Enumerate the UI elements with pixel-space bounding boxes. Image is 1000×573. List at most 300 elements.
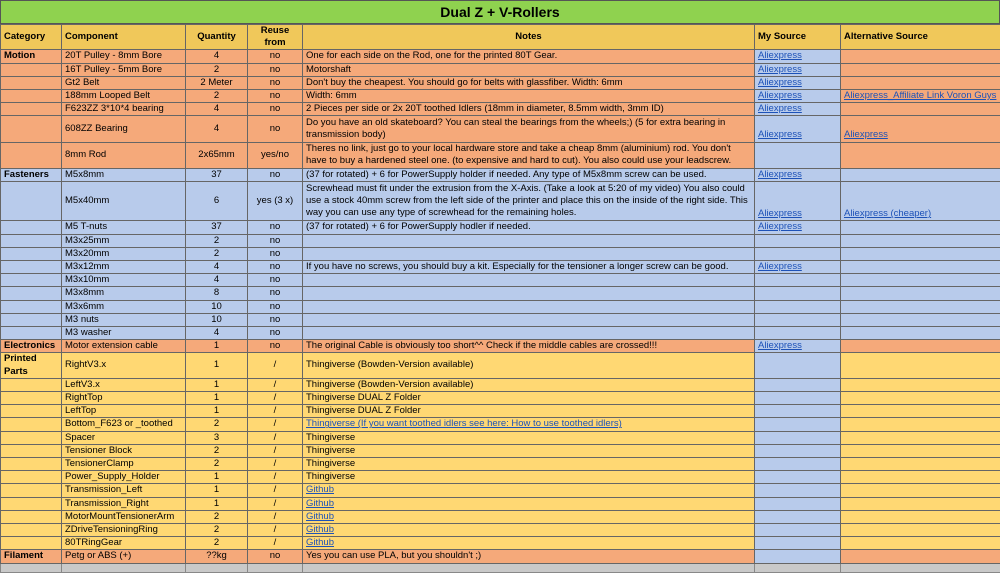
sheet-title: Dual Z + V-Rollers bbox=[0, 0, 1000, 24]
table-row bbox=[1, 378, 1000, 391]
cell-reuse[interactable]: yes/no bbox=[248, 142, 303, 168]
cell-my-source-link[interactable]: Aliexpress bbox=[758, 50, 802, 61]
cell-alt-source[interactable] bbox=[841, 142, 1000, 168]
cell-reuse[interactable]: no bbox=[248, 550, 303, 563]
cell-alt-source[interactable] bbox=[841, 300, 1000, 313]
cell-category[interactable] bbox=[1, 182, 62, 221]
cell-my-source[interactable] bbox=[755, 340, 841, 353]
header-component[interactable]: Component bbox=[62, 25, 186, 50]
cell-notes-link[interactable]: Github bbox=[306, 498, 334, 509]
table-row bbox=[1, 76, 1000, 89]
table-row bbox=[1, 444, 1000, 457]
footer-row bbox=[1, 563, 1000, 572]
cell-reuse[interactable]: no bbox=[248, 260, 303, 273]
table-row bbox=[1, 391, 1000, 404]
cell-reuse[interactable]: / bbox=[248, 510, 303, 523]
cell-reuse[interactable]: no bbox=[248, 300, 303, 313]
cell-my-source[interactable] bbox=[755, 418, 841, 431]
cell-notes[interactable] bbox=[303, 247, 755, 260]
cell-my-source[interactable] bbox=[755, 300, 841, 313]
cell-category[interactable] bbox=[1, 221, 62, 234]
cell-notes-link[interactable]: Github bbox=[306, 524, 334, 535]
cell-my-source-link[interactable]: Aliexpress bbox=[758, 221, 802, 232]
cell-my-source[interactable] bbox=[755, 168, 841, 181]
cell-my-source[interactable] bbox=[755, 405, 841, 418]
cell-category[interactable] bbox=[1, 444, 62, 457]
cell-component[interactable]: 20T Pulley - 8mm Bore bbox=[62, 50, 186, 63]
cell-notes[interactable] bbox=[303, 300, 755, 313]
cell-reuse[interactable]: / bbox=[248, 484, 303, 497]
cell-category[interactable] bbox=[1, 116, 62, 142]
cell-component[interactable]: Bottom_F623 or _toothed bbox=[62, 418, 186, 431]
cell-alt-source[interactable] bbox=[841, 63, 1000, 76]
table-row bbox=[1, 471, 1000, 484]
cell-component[interactable]: M5x8mm bbox=[62, 168, 186, 181]
cell-component[interactable]: 188mm Looped Belt bbox=[62, 90, 186, 103]
cell-reuse[interactable]: / bbox=[248, 471, 303, 484]
cell-quantity[interactable]: 1 bbox=[186, 471, 248, 484]
cell-alt-source[interactable] bbox=[841, 103, 1000, 116]
cell-reuse[interactable]: / bbox=[248, 497, 303, 510]
cell-component[interactable]: RightTop bbox=[62, 391, 186, 404]
cell-my-source[interactable] bbox=[755, 497, 841, 510]
cell-quantity[interactable]: 2 bbox=[186, 537, 248, 550]
table-row bbox=[1, 523, 1000, 536]
cell-reuse[interactable]: no bbox=[248, 103, 303, 116]
cell-alt-source[interactable] bbox=[841, 405, 1000, 418]
cell-quantity[interactable]: 6 bbox=[186, 182, 248, 221]
cell-alt-source[interactable] bbox=[841, 378, 1000, 391]
cell-notes[interactable] bbox=[303, 287, 755, 300]
cell-notes[interactable] bbox=[303, 510, 755, 523]
cell-category[interactable] bbox=[1, 260, 62, 273]
cell-reuse[interactable]: / bbox=[248, 523, 303, 536]
table-row bbox=[1, 182, 1000, 221]
cell-quantity[interactable]: 1 bbox=[186, 497, 248, 510]
cell-notes[interactable] bbox=[303, 313, 755, 326]
cell-reuse[interactable]: no bbox=[248, 221, 303, 234]
cell-my-source[interactable] bbox=[755, 378, 841, 391]
cell-notes[interactable] bbox=[303, 497, 755, 510]
cell-category[interactable] bbox=[1, 63, 62, 76]
table-row bbox=[1, 260, 1000, 273]
cell-quantity[interactable]: 37 bbox=[186, 221, 248, 234]
cell-quantity[interactable]: 2 bbox=[186, 418, 248, 431]
cell-my-source-link[interactable]: Aliexpress bbox=[758, 64, 802, 75]
cell-reuse[interactable]: / bbox=[248, 405, 303, 418]
cell-alt-source-link[interactable]: Aliexpress_Affiliate Link Voron Guys bbox=[844, 90, 996, 101]
cell-alt-source[interactable] bbox=[841, 90, 1000, 103]
cell-my-source-link[interactable]: Aliexpress bbox=[758, 90, 802, 101]
cell-category[interactable] bbox=[1, 510, 62, 523]
cell-category[interactable] bbox=[1, 431, 62, 444]
cell-quantity[interactable]: 4 bbox=[186, 326, 248, 339]
cell-quantity[interactable]: ??kg bbox=[186, 550, 248, 563]
cell-quantity[interactable]: 4 bbox=[186, 260, 248, 273]
parts-table bbox=[0, 24, 1000, 573]
cell-alt-source[interactable] bbox=[841, 168, 1000, 181]
cell-alt-source[interactable] bbox=[841, 340, 1000, 353]
cell-notes[interactable]: One for each side on the Rod, one for the printed 80T Gear. bbox=[303, 50, 755, 63]
cell-my-source[interactable] bbox=[755, 326, 841, 339]
cell-quantity[interactable]: 4 bbox=[186, 274, 248, 287]
cell-my-source[interactable] bbox=[755, 76, 841, 89]
cell-reuse[interactable]: / bbox=[248, 391, 303, 404]
cell-reuse[interactable]: / bbox=[248, 418, 303, 431]
cell-category[interactable] bbox=[1, 471, 62, 484]
cell-category[interactable] bbox=[1, 274, 62, 287]
cell-reuse[interactable]: / bbox=[248, 457, 303, 470]
table-row bbox=[1, 142, 1000, 168]
cell-alt-source[interactable] bbox=[841, 444, 1000, 457]
cell-quantity[interactable]: 1 bbox=[186, 353, 248, 378]
cell-component[interactable]: TensionerClamp bbox=[62, 457, 186, 470]
cell-reuse[interactable]: no bbox=[248, 116, 303, 142]
cell-notes[interactable]: Thingiverse DUAL Z Folder bbox=[303, 405, 755, 418]
cell-component[interactable]: 16T Pulley - 5mm Bore bbox=[62, 63, 186, 76]
cell-my-source[interactable] bbox=[755, 182, 841, 221]
cell-category[interactable] bbox=[1, 247, 62, 260]
cell-alt-source[interactable] bbox=[841, 431, 1000, 444]
cell-my-source[interactable] bbox=[755, 537, 841, 550]
cell-quantity[interactable]: 2 bbox=[186, 457, 248, 470]
header-reuse[interactable]: Reuse from bbox=[248, 25, 303, 50]
header-row bbox=[1, 25, 1000, 50]
cell-reuse[interactable]: / bbox=[248, 537, 303, 550]
cell-quantity[interactable]: 2 bbox=[186, 523, 248, 536]
cell-category[interactable] bbox=[1, 418, 62, 431]
cell-component[interactable]: M3x12mm bbox=[62, 260, 186, 273]
cell-reuse[interactable]: / bbox=[248, 378, 303, 391]
table-row bbox=[1, 537, 1000, 550]
table-row bbox=[1, 103, 1000, 116]
table-row bbox=[1, 247, 1000, 260]
cell-component[interactable]: Motor extension cable bbox=[62, 340, 186, 353]
table-row bbox=[1, 497, 1000, 510]
cell-notes[interactable]: Thingiverse DUAL Z Folder bbox=[303, 391, 755, 404]
cell-component[interactable]: RightV3.x bbox=[62, 353, 186, 378]
cell-category[interactable] bbox=[1, 142, 62, 168]
cell-component[interactable]: ZDriveTensioningRing bbox=[62, 523, 186, 536]
cell-quantity[interactable]: 4 bbox=[186, 116, 248, 142]
cell-category[interactable] bbox=[1, 103, 62, 116]
cell-category[interactable] bbox=[1, 537, 62, 550]
cell-quantity[interactable]: 2 bbox=[186, 90, 248, 103]
cell-reuse[interactable]: no bbox=[248, 234, 303, 247]
cell-notes[interactable] bbox=[303, 274, 755, 287]
cell-component[interactable]: Gt2 Belt bbox=[62, 76, 186, 89]
cell-notes[interactable]: Yes you can use PLA, but you shouldn't ;) bbox=[303, 550, 755, 563]
cell-component[interactable]: 80TRingGear bbox=[62, 537, 186, 550]
cell-category[interactable] bbox=[1, 287, 62, 300]
cell-reuse[interactable]: no bbox=[248, 247, 303, 260]
cell-component[interactable]: 608ZZ Bearing bbox=[62, 116, 186, 142]
cell-my-source-link[interactable]: Aliexpress bbox=[758, 103, 802, 114]
cell-quantity[interactable]: 1 bbox=[186, 484, 248, 497]
cell-my-source-link[interactable]: Aliexpress bbox=[758, 129, 802, 140]
cell-component[interactable]: F623ZZ 3*10*4 bearing bbox=[62, 103, 186, 116]
cell-quantity[interactable]: 2x65mm bbox=[186, 142, 248, 168]
cell-component[interactable]: MotorMountTensionerArm bbox=[62, 510, 186, 523]
table-row bbox=[1, 168, 1000, 181]
cell-my-source[interactable] bbox=[755, 234, 841, 247]
cell-alt-source-link[interactable]: Aliexpress (cheaper) bbox=[844, 208, 931, 219]
cell-notes[interactable] bbox=[303, 484, 755, 497]
cell-component[interactable]: Spacer bbox=[62, 431, 186, 444]
cell-alt-source-link[interactable]: Aliexpress bbox=[844, 129, 888, 140]
cell-my-source-link[interactable]: Aliexpress bbox=[758, 77, 802, 88]
cell-notes-link[interactable]: Github bbox=[306, 484, 334, 495]
cell-reuse[interactable]: / bbox=[248, 353, 303, 378]
cell-alt-source[interactable] bbox=[841, 497, 1000, 510]
cell-reuse[interactable]: no bbox=[248, 63, 303, 76]
header-notes[interactable]: Notes bbox=[303, 25, 755, 50]
cell-my-source-link[interactable]: Aliexpress bbox=[758, 340, 802, 351]
cell-quantity[interactable]: 1 bbox=[186, 378, 248, 391]
cell-notes[interactable]: If you have no screws, you should buy a kit. Especially for the tensioner a longer screw can be good. bbox=[303, 260, 755, 273]
cell-alt-source[interactable] bbox=[841, 76, 1000, 89]
cell-quantity[interactable]: 10 bbox=[186, 313, 248, 326]
cell-alt-source[interactable] bbox=[841, 484, 1000, 497]
cell-my-source-link[interactable]: Aliexpress bbox=[758, 169, 802, 180]
cell-notes-link[interactable]: Github bbox=[306, 537, 334, 548]
cell-my-source-link[interactable]: Aliexpress bbox=[758, 261, 802, 272]
cell-quantity[interactable]: 2 bbox=[186, 444, 248, 457]
cell-notes[interactable]: (37 for rotated) + 6 for PowerSupply holder if needed. Any type of M5x8mm screw can be used. bbox=[303, 168, 755, 181]
cell-component[interactable]: LeftTop bbox=[62, 405, 186, 418]
cell-category[interactable] bbox=[1, 391, 62, 404]
cell-notes[interactable]: Theres no link, just go to your local hardware store and take a cheap 8mm (aluminium) rod. You don't have to buy a hardened steel one. (to expensive and hard to cut). You also could use your leadscrew. bbox=[303, 142, 755, 168]
cell-component[interactable]: 8mm Rod bbox=[62, 142, 186, 168]
cell-reuse[interactable]: no bbox=[248, 274, 303, 287]
cell-category[interactable] bbox=[1, 300, 62, 313]
cell-quantity[interactable]: 10 bbox=[186, 300, 248, 313]
cell-alt-source[interactable] bbox=[841, 274, 1000, 287]
cell-alt-source[interactable] bbox=[841, 260, 1000, 273]
cell-notes[interactable]: Thingiverse bbox=[303, 471, 755, 484]
cell-component[interactable]: M3x8mm bbox=[62, 287, 186, 300]
cell-reuse[interactable]: no bbox=[248, 90, 303, 103]
cell-notes[interactable] bbox=[303, 234, 755, 247]
header-category[interactable]: Category bbox=[1, 25, 62, 50]
cell-alt-source[interactable] bbox=[841, 116, 1000, 142]
cell-component[interactable]: M3 nuts bbox=[62, 313, 186, 326]
cell-category[interactable]: Filament bbox=[1, 550, 62, 563]
cell-component[interactable]: Transmission_Right bbox=[62, 497, 186, 510]
cell-reuse[interactable]: no bbox=[248, 50, 303, 63]
cell-my-source[interactable] bbox=[755, 484, 841, 497]
cell-alt-source[interactable] bbox=[841, 457, 1000, 470]
header-alt-source[interactable]: Alternative Source bbox=[841, 25, 1000, 50]
cell-category[interactable]: Electronics bbox=[1, 340, 62, 353]
cell-reuse[interactable]: no bbox=[248, 287, 303, 300]
cell-my-source[interactable] bbox=[755, 142, 841, 168]
cell-alt-source[interactable] bbox=[841, 287, 1000, 300]
table-row bbox=[1, 326, 1000, 339]
cell-category[interactable] bbox=[1, 313, 62, 326]
cell-notes[interactable]: 2 Pieces per side or 2x 20T toothed Idlers (18mm in diameter, 8.5mm width, 3mm ID) bbox=[303, 103, 755, 116]
cell-my-source[interactable] bbox=[755, 444, 841, 457]
cell-component[interactable]: M3x6mm bbox=[62, 300, 186, 313]
cell-alt-source[interactable] bbox=[841, 353, 1000, 378]
cell-alt-source[interactable] bbox=[841, 391, 1000, 404]
table-row bbox=[1, 116, 1000, 142]
cell-notes[interactable]: Do you have an old skateboard? You can steal the bearings from the wheels;) (5 for extra bearing in transmission body) bbox=[303, 116, 755, 142]
cell-notes[interactable]: Thingiverse (Bowden-Version available) bbox=[303, 378, 755, 391]
table-row bbox=[1, 221, 1000, 234]
table-row bbox=[1, 90, 1000, 103]
cell-notes-link[interactable]: Thingiverse (If you want toothed idlers see here: How to use toothed idlers) bbox=[306, 418, 622, 429]
cell-alt-source[interactable] bbox=[841, 234, 1000, 247]
cell-alt-source[interactable] bbox=[841, 510, 1000, 523]
cell-category[interactable] bbox=[1, 234, 62, 247]
cell-my-source[interactable] bbox=[755, 471, 841, 484]
cell-component[interactable]: M3 washer bbox=[62, 326, 186, 339]
cell-category[interactable]: Fasteners bbox=[1, 168, 62, 181]
cell-my-source[interactable] bbox=[755, 550, 841, 563]
cell-my-source[interactable] bbox=[755, 221, 841, 234]
cell-quantity[interactable]: 1 bbox=[186, 405, 248, 418]
cell-notes[interactable]: (37 for rotated) + 6 for PowerSupply hodler if needed. bbox=[303, 221, 755, 234]
cell-component[interactable]: LeftV3.x bbox=[62, 378, 186, 391]
cell-my-source[interactable] bbox=[755, 90, 841, 103]
cell-notes[interactable]: Thingiverse bbox=[303, 431, 755, 444]
cell-component[interactable]: M5 T-nuts bbox=[62, 221, 186, 234]
cell-component[interactable]: Transmission_Left bbox=[62, 484, 186, 497]
cell-notes[interactable]: Motorshaft bbox=[303, 63, 755, 76]
cell-component[interactable]: M5x40mm bbox=[62, 182, 186, 221]
cell-notes[interactable] bbox=[303, 418, 755, 431]
cell-alt-source[interactable] bbox=[841, 471, 1000, 484]
cell-quantity[interactable]: 2 bbox=[186, 247, 248, 260]
table-row bbox=[1, 550, 1000, 563]
cell-my-source[interactable] bbox=[755, 510, 841, 523]
cell-category[interactable] bbox=[1, 484, 62, 497]
cell-reuse[interactable]: / bbox=[248, 431, 303, 444]
table-row bbox=[1, 287, 1000, 300]
cell-my-source[interactable] bbox=[755, 260, 841, 273]
table-row bbox=[1, 340, 1000, 353]
cell-category[interactable] bbox=[1, 90, 62, 103]
cell-alt-source[interactable] bbox=[841, 247, 1000, 260]
cell-my-source[interactable] bbox=[755, 116, 841, 142]
table-row bbox=[1, 405, 1000, 418]
cell-component[interactable]: M3x20mm bbox=[62, 247, 186, 260]
cell-category[interactable] bbox=[1, 326, 62, 339]
cell-reuse[interactable]: no bbox=[248, 76, 303, 89]
table-row bbox=[1, 431, 1000, 444]
cell-alt-source[interactable] bbox=[841, 221, 1000, 234]
cell-notes[interactable]: Thingiverse bbox=[303, 444, 755, 457]
cell-quantity[interactable]: 2 Meter bbox=[186, 76, 248, 89]
cell-notes[interactable]: Width: 6mm bbox=[303, 90, 755, 103]
cell-reuse[interactable]: no bbox=[248, 168, 303, 181]
cell-quantity[interactable]: 2 bbox=[186, 234, 248, 247]
cell-my-source[interactable] bbox=[755, 313, 841, 326]
cell-my-source[interactable] bbox=[755, 247, 841, 260]
cell-my-source[interactable] bbox=[755, 353, 841, 378]
table-row bbox=[1, 50, 1000, 63]
cell-category[interactable]: Motion bbox=[1, 50, 62, 63]
cell-my-source[interactable] bbox=[755, 523, 841, 536]
cell-notes[interactable]: Screwhead must fit under the extrusion from the X-Axis. (Take a look at 5:20 of my video) You also could use a stock 40mm screw from the left side of the printer and place this on the inside of the right side. This way you can use any type of screwhead for the remaining holes. bbox=[303, 182, 755, 221]
cell-quantity[interactable]: 8 bbox=[186, 287, 248, 300]
cell-alt-source[interactable] bbox=[841, 182, 1000, 221]
cell-alt-source[interactable] bbox=[841, 50, 1000, 63]
cell-category[interactable] bbox=[1, 76, 62, 89]
cell-component[interactable]: Petg or ABS (+) bbox=[62, 550, 186, 563]
cell-reuse[interactable]: no bbox=[248, 340, 303, 353]
cell-alt-source[interactable] bbox=[841, 326, 1000, 339]
cell-quantity[interactable]: 2 bbox=[186, 63, 248, 76]
cell-alt-source[interactable] bbox=[841, 537, 1000, 550]
cell-quantity[interactable]: 4 bbox=[186, 50, 248, 63]
cell-my-source[interactable] bbox=[755, 103, 841, 116]
cell-quantity[interactable]: 2 bbox=[186, 510, 248, 523]
cell-component[interactable]: M3x25mm bbox=[62, 234, 186, 247]
cell-quantity[interactable]: 4 bbox=[186, 103, 248, 116]
cell-my-source[interactable] bbox=[755, 50, 841, 63]
cell-category[interactable] bbox=[1, 497, 62, 510]
cell-notes[interactable] bbox=[303, 523, 755, 536]
cell-reuse[interactable]: yes (3 x) bbox=[248, 182, 303, 221]
cell-notes[interactable]: The original Cable is obviously too short^^ Check if the middle cables are crossed!!! bbox=[303, 340, 755, 353]
cell-notes[interactable]: Don't buy the cheapest. You should go for belts with glassfiber. Width: 6mm bbox=[303, 76, 755, 89]
cell-notes[interactable]: Thingiverse (Bowden-Version available) bbox=[303, 353, 755, 378]
cell-component[interactable]: Tensioner Block bbox=[62, 444, 186, 457]
cell-category[interactable] bbox=[1, 378, 62, 391]
cell-notes[interactable] bbox=[303, 537, 755, 550]
cell-quantity[interactable]: 3 bbox=[186, 431, 248, 444]
cell-notes[interactable] bbox=[303, 326, 755, 339]
cell-my-source-link[interactable]: Aliexpress bbox=[758, 208, 802, 219]
cell-my-source[interactable] bbox=[755, 457, 841, 470]
header-my-source[interactable]: My Source bbox=[755, 25, 841, 50]
table-row bbox=[1, 313, 1000, 326]
cell-category[interactable] bbox=[1, 457, 62, 470]
cell-notes-link[interactable]: Github bbox=[306, 511, 334, 522]
cell-my-source[interactable] bbox=[755, 63, 841, 76]
cell-my-source[interactable] bbox=[755, 391, 841, 404]
table-row bbox=[1, 510, 1000, 523]
table-row bbox=[1, 484, 1000, 497]
cell-category[interactable]: Printed Parts bbox=[1, 353, 62, 378]
cell-my-source[interactable] bbox=[755, 287, 841, 300]
cell-category[interactable] bbox=[1, 523, 62, 536]
cell-quantity[interactable]: 1 bbox=[186, 340, 248, 353]
table-row bbox=[1, 418, 1000, 431]
cell-alt-source[interactable] bbox=[841, 313, 1000, 326]
cell-component[interactable]: Power_Supply_Holder bbox=[62, 471, 186, 484]
table-row bbox=[1, 274, 1000, 287]
cell-quantity[interactable]: 37 bbox=[186, 168, 248, 181]
cell-category[interactable] bbox=[1, 405, 62, 418]
cell-reuse[interactable]: no bbox=[248, 313, 303, 326]
header-quantity[interactable]: Quantity bbox=[186, 25, 248, 50]
cell-alt-source[interactable] bbox=[841, 550, 1000, 563]
table-row bbox=[1, 457, 1000, 470]
cell-component[interactable]: M3x10mm bbox=[62, 274, 186, 287]
cell-my-source[interactable] bbox=[755, 274, 841, 287]
cell-quantity[interactable]: 1 bbox=[186, 391, 248, 404]
cell-alt-source[interactable] bbox=[841, 418, 1000, 431]
table-row bbox=[1, 234, 1000, 247]
cell-notes[interactable]: Thingiverse bbox=[303, 457, 755, 470]
cell-reuse[interactable]: / bbox=[248, 444, 303, 457]
cell-my-source[interactable] bbox=[755, 431, 841, 444]
cell-reuse[interactable]: no bbox=[248, 326, 303, 339]
cell-alt-source[interactable] bbox=[841, 523, 1000, 536]
